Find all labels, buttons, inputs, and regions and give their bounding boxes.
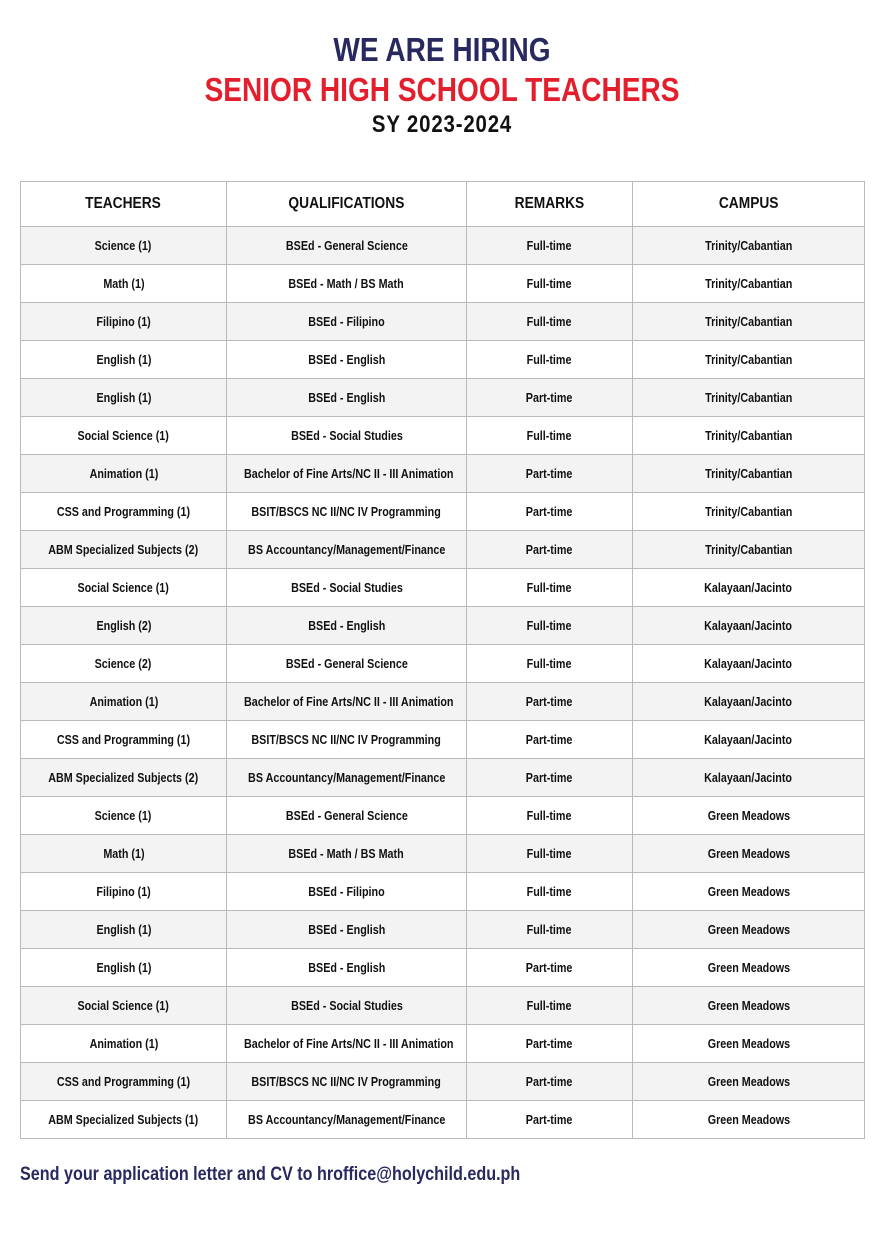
remarks-cell: Full-time: [467, 417, 633, 455]
qualification-cell: Bachelor of Fine Arts/NC II - III Animation: [227, 1025, 467, 1063]
table-row: [21, 759, 865, 797]
headline-school-year: SY 2023-2024: [371, 111, 513, 138]
qualification-cell: BS Accountancy/Management/Finance: [227, 759, 467, 797]
qualification-cell: BSEd - English: [227, 949, 467, 987]
qualification-cell: BSEd - English: [227, 607, 467, 645]
remarks-cell: Full-time: [467, 227, 633, 265]
table-row: [21, 493, 865, 531]
teacher-cell: Science (1): [21, 797, 227, 835]
table-row: [21, 303, 865, 341]
qualification-cell: Bachelor of Fine Arts/NC II - III Animation: [227, 455, 467, 493]
remarks-cell: Full-time: [467, 873, 633, 911]
teacher-cell: CSS and Programming (1): [21, 1063, 227, 1101]
table-row: [21, 531, 865, 569]
remarks-cell: Part-time: [467, 759, 633, 797]
table-row: [21, 987, 865, 1025]
qualification-cell: BSEd - Social Studies: [227, 987, 467, 1025]
remarks-cell: Part-time: [467, 721, 633, 759]
campus-cell: Green Meadows: [633, 911, 865, 949]
campus-cell: Trinity/Cabantian: [633, 455, 865, 493]
table-row: [21, 1063, 865, 1101]
teacher-cell: Social Science (1): [21, 987, 227, 1025]
remarks-cell: Part-time: [467, 531, 633, 569]
table-row: [21, 569, 865, 607]
headline-position: SENIOR HIGH SCHOOL TEACHERS: [204, 71, 680, 108]
campus-cell: Green Meadows: [633, 949, 865, 987]
campus-cell: Green Meadows: [633, 835, 865, 873]
table-row: [21, 873, 865, 911]
table-row: [21, 455, 865, 493]
column-header-remarks: REMARKS: [467, 182, 633, 227]
qualification-cell: BSEd - Math / BS Math: [227, 835, 467, 873]
campus-cell: Trinity/Cabantian: [633, 531, 865, 569]
table-row: [21, 341, 865, 379]
teacher-cell: English (1): [21, 341, 227, 379]
qualification-cell: BSIT/BSCS NC II/NC IV Programming: [227, 493, 467, 531]
column-header-teachers: TEACHERS: [21, 182, 227, 227]
table-row: [21, 1101, 865, 1139]
column-header-qualifications: QUALIFICATIONS: [227, 182, 467, 227]
campus-cell: Kalayaan/Jacinto: [633, 683, 865, 721]
teacher-cell: Social Science (1): [21, 569, 227, 607]
remarks-cell: Full-time: [467, 987, 633, 1025]
table-row: [21, 265, 865, 303]
remarks-cell: Full-time: [467, 265, 633, 303]
remarks-cell: Part-time: [467, 1101, 633, 1139]
remarks-cell: Part-time: [467, 949, 633, 987]
campus-cell: Green Meadows: [633, 987, 865, 1025]
table-row: [21, 949, 865, 987]
teacher-cell: Filipino (1): [21, 873, 227, 911]
teacher-cell: Science (1): [21, 227, 227, 265]
teacher-cell: English (1): [21, 379, 227, 417]
teacher-cell: Science (2): [21, 645, 227, 683]
remarks-cell: Part-time: [467, 379, 633, 417]
teacher-cell: Math (1): [21, 835, 227, 873]
campus-cell: Trinity/Cabantian: [633, 303, 865, 341]
qualification-cell: BSEd - English: [227, 911, 467, 949]
remarks-cell: Full-time: [467, 911, 633, 949]
column-header-campus: CAMPUS: [633, 182, 865, 227]
table-row: [21, 797, 865, 835]
table-row: [21, 417, 865, 455]
table-row: [21, 1025, 865, 1063]
remarks-cell: Full-time: [467, 797, 633, 835]
teacher-cell: ABM Specialized Subjects (2): [21, 531, 227, 569]
qualification-cell: BSEd - English: [227, 341, 467, 379]
table-row: [21, 645, 865, 683]
teacher-cell: Math (1): [21, 265, 227, 303]
campus-cell: Trinity/Cabantian: [633, 227, 865, 265]
remarks-cell: Part-time: [467, 1063, 633, 1101]
qualification-cell: BSEd - Filipino: [227, 873, 467, 911]
qualification-cell: BSEd - Math / BS Math: [227, 265, 467, 303]
remarks-cell: Full-time: [467, 835, 633, 873]
table-row: [21, 911, 865, 949]
campus-cell: Trinity/Cabantian: [633, 265, 865, 303]
qualification-cell: BSEd - General Science: [227, 797, 467, 835]
qualification-cell: BSEd - General Science: [227, 645, 467, 683]
remarks-cell: Full-time: [467, 341, 633, 379]
campus-cell: Green Meadows: [633, 1063, 865, 1101]
teacher-cell: English (1): [21, 949, 227, 987]
campus-cell: Kalayaan/Jacinto: [633, 759, 865, 797]
qualification-cell: BSEd - General Science: [227, 227, 467, 265]
qualification-cell: BSIT/BSCS NC II/NC IV Programming: [227, 721, 467, 759]
qualification-cell: BSEd - English: [227, 379, 467, 417]
campus-cell: Green Meadows: [633, 797, 865, 835]
teacher-cell: CSS and Programming (1): [21, 721, 227, 759]
teacher-cell: Social Science (1): [21, 417, 227, 455]
remarks-cell: Full-time: [467, 303, 633, 341]
campus-cell: Kalayaan/Jacinto: [633, 607, 865, 645]
teacher-cell: English (1): [21, 911, 227, 949]
headline-hiring: WE ARE HIRING: [333, 31, 551, 68]
campus-cell: Trinity/Cabantian: [633, 341, 865, 379]
qualification-cell: BSEd - Social Studies: [227, 417, 467, 455]
campus-cell: Trinity/Cabantian: [633, 493, 865, 531]
remarks-cell: Part-time: [467, 455, 633, 493]
campus-cell: Trinity/Cabantian: [633, 379, 865, 417]
campus-cell: Kalayaan/Jacinto: [633, 569, 865, 607]
table-row: [21, 683, 865, 721]
table-row: [21, 607, 865, 645]
campus-cell: Kalayaan/Jacinto: [633, 721, 865, 759]
campus-cell: Kalayaan/Jacinto: [633, 645, 865, 683]
campus-cell: Green Meadows: [633, 1101, 865, 1139]
table-header-row: [21, 182, 865, 227]
table-row: [21, 227, 865, 265]
qualification-cell: BS Accountancy/Management/Finance: [227, 531, 467, 569]
remarks-cell: Full-time: [467, 645, 633, 683]
teacher-cell: ABM Specialized Subjects (2): [21, 759, 227, 797]
teacher-cell: Filipino (1): [21, 303, 227, 341]
application-instructions: Send your application letter and CV to hroffice@holychild.edu.ph: [20, 1164, 521, 1185]
qualification-cell: BSIT/BSCS NC II/NC IV Programming: [227, 1063, 467, 1101]
qualification-cell: BSEd - Filipino: [227, 303, 467, 341]
campus-cell: Green Meadows: [633, 1025, 865, 1063]
vacancies-table: [20, 181, 865, 1139]
teacher-cell: Animation (1): [21, 683, 227, 721]
table-row: [21, 835, 865, 873]
vacancies-table-body: [21, 227, 865, 1139]
qualification-cell: BS Accountancy/Management/Finance: [227, 1101, 467, 1139]
table-row: [21, 379, 865, 417]
remarks-cell: Full-time: [467, 569, 633, 607]
remarks-cell: Part-time: [467, 683, 633, 721]
table-row: [21, 721, 865, 759]
qualification-cell: BSEd - Social Studies: [227, 569, 467, 607]
remarks-cell: Part-time: [467, 493, 633, 531]
campus-cell: Green Meadows: [633, 873, 865, 911]
teacher-cell: Animation (1): [21, 455, 227, 493]
remarks-cell: Part-time: [467, 1025, 633, 1063]
teacher-cell: ABM Specialized Subjects (1): [21, 1101, 227, 1139]
teacher-cell: Animation (1): [21, 1025, 227, 1063]
campus-cell: Trinity/Cabantian: [633, 417, 865, 455]
teacher-cell: English (2): [21, 607, 227, 645]
qualification-cell: Bachelor of Fine Arts/NC II - III Animation: [227, 683, 467, 721]
poster-header: [0, 30, 884, 140]
teacher-cell: CSS and Programming (1): [21, 493, 227, 531]
remarks-cell: Full-time: [467, 607, 633, 645]
